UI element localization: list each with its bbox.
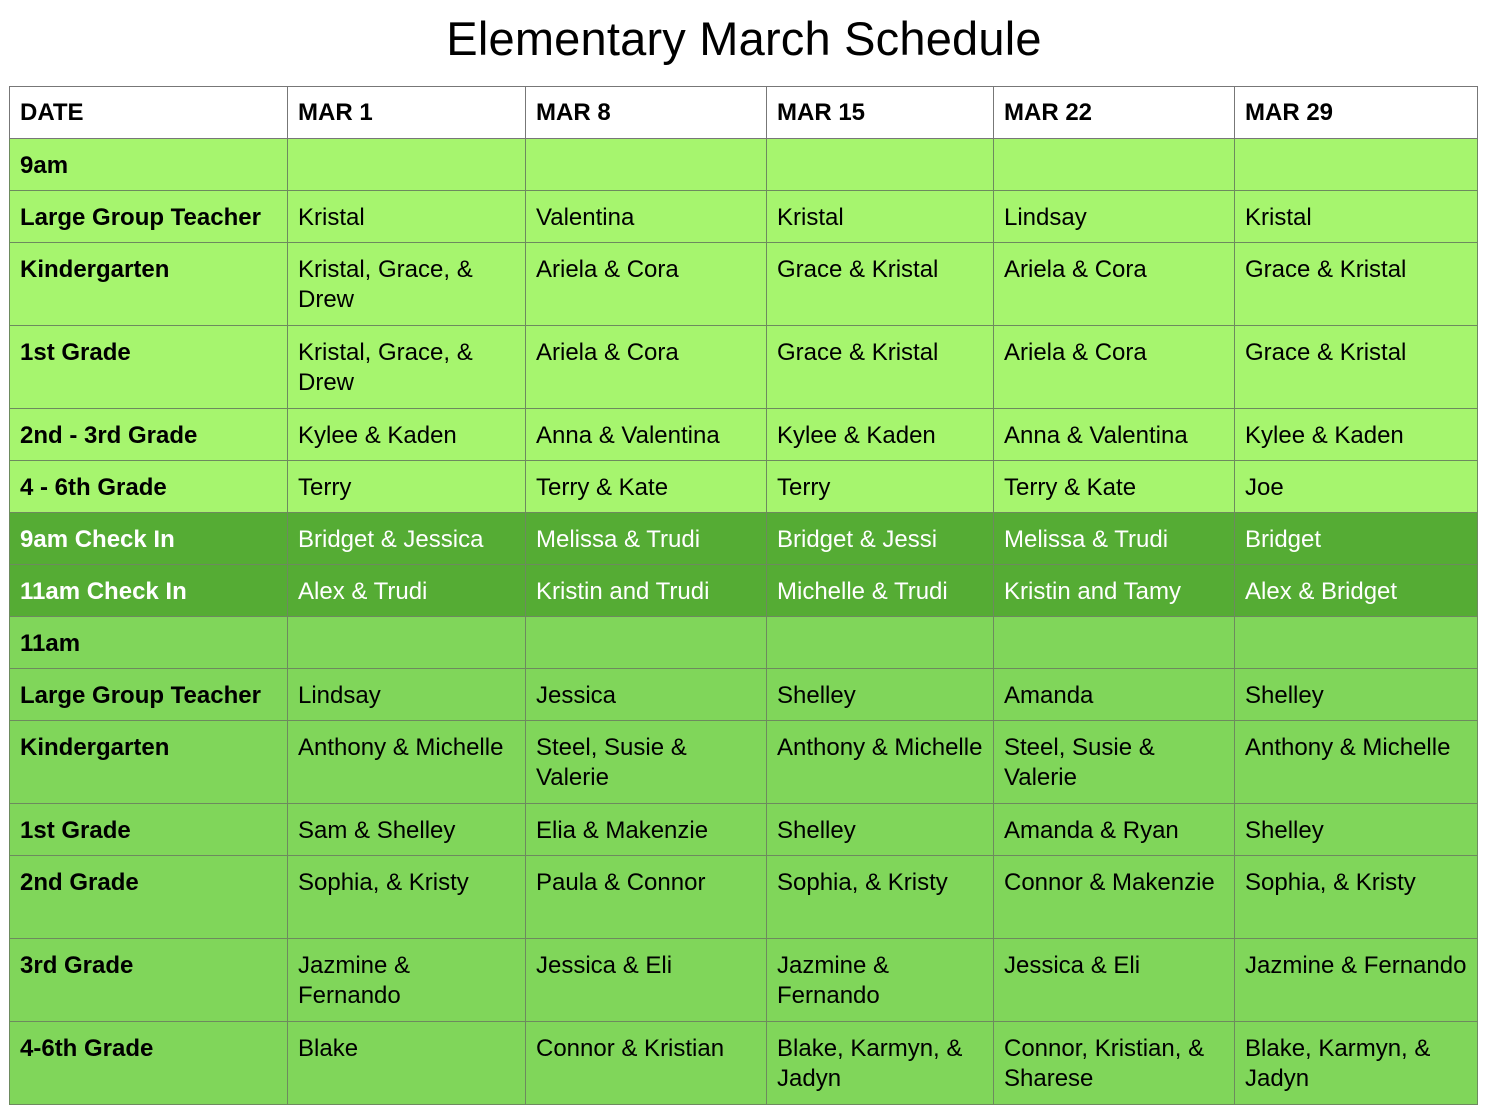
table-cell: Terry bbox=[767, 461, 994, 513]
table-cell: Michelle & Trudi bbox=[767, 565, 994, 617]
table-cell: Jessica & Eli bbox=[526, 939, 767, 1022]
table-row bbox=[10, 721, 1478, 804]
table-cell: Bridget & Jessica bbox=[288, 513, 526, 565]
table-cell: Alex & Bridget bbox=[1235, 565, 1478, 617]
table-cell: Grace & Kristal bbox=[1235, 326, 1478, 409]
column-header-date: DATE bbox=[10, 87, 288, 139]
schedule-table bbox=[9, 86, 1478, 1105]
table-cell: Kristal bbox=[767, 191, 994, 243]
row-label: Kindergarten bbox=[10, 721, 288, 804]
table-cell: Kristin and Tamy bbox=[994, 565, 1235, 617]
table-cell: Ariela & Cora bbox=[526, 326, 767, 409]
table-cell: Elia & Makenzie bbox=[526, 804, 767, 856]
table-cell: Grace & Kristal bbox=[1235, 243, 1478, 326]
table-cell: Connor & Makenzie bbox=[994, 856, 1235, 939]
table-cell: Connor & Kristian bbox=[526, 1022, 767, 1105]
table-cell: Shelley bbox=[1235, 804, 1478, 856]
table-row bbox=[10, 326, 1478, 409]
row-label: 9am Check In bbox=[10, 513, 288, 565]
table-cell: Blake, Karmyn, & Jadyn bbox=[1235, 1022, 1478, 1105]
table-cell: Grace & Kristal bbox=[767, 326, 994, 409]
table-cell: Anna & Valentina bbox=[526, 409, 767, 461]
row-label: Kindergarten bbox=[10, 243, 288, 326]
table-cell: Grace & Kristal bbox=[767, 243, 994, 326]
table-cell: Sophia, & Kristy bbox=[767, 856, 994, 939]
table-cell: Sophia, & Kristy bbox=[288, 856, 526, 939]
table-cell: Melissa & Trudi bbox=[994, 513, 1235, 565]
row-label: 4-6th Grade bbox=[10, 1022, 288, 1105]
table-cell bbox=[526, 617, 767, 669]
table-cell bbox=[994, 617, 1235, 669]
table-cell: Ariela & Cora bbox=[526, 243, 767, 326]
table-row bbox=[10, 617, 1478, 669]
table-cell: Bridget bbox=[1235, 513, 1478, 565]
table-cell: Ariela & Cora bbox=[994, 326, 1235, 409]
table-cell: Jessica & Eli bbox=[994, 939, 1235, 1022]
table-cell: Anthony & Michelle bbox=[288, 721, 526, 804]
table-cell: Kristal, Grace, & Drew bbox=[288, 243, 526, 326]
table-row bbox=[10, 191, 1478, 243]
table-cell: Kristal bbox=[1235, 191, 1478, 243]
table-cell: Steel, Susie & Valerie bbox=[994, 721, 1235, 804]
table-cell: Terry bbox=[288, 461, 526, 513]
table-cell: Kylee & Kaden bbox=[1235, 409, 1478, 461]
row-label: 1st Grade bbox=[10, 326, 288, 409]
table-cell: Jazmine & Fernando bbox=[767, 939, 994, 1022]
table-cell bbox=[767, 139, 994, 191]
row-label: Large Group Teacher bbox=[10, 191, 288, 243]
table-cell: Steel, Susie & Valerie bbox=[526, 721, 767, 804]
row-label: Large Group Teacher bbox=[10, 669, 288, 721]
table-cell: Terry & Kate bbox=[994, 461, 1235, 513]
table-row bbox=[10, 856, 1478, 939]
table-cell: Amanda bbox=[994, 669, 1235, 721]
table-cell bbox=[1235, 139, 1478, 191]
table-row bbox=[10, 139, 1478, 191]
table-cell: Anthony & Michelle bbox=[1235, 721, 1478, 804]
table-cell: Lindsay bbox=[994, 191, 1235, 243]
table-row bbox=[10, 1022, 1478, 1105]
table-cell: Kristal bbox=[288, 191, 526, 243]
row-label: 2nd - 3rd Grade bbox=[10, 409, 288, 461]
table-cell: Kristin and Trudi bbox=[526, 565, 767, 617]
table-cell: Joe bbox=[1235, 461, 1478, 513]
table-cell: Jessica bbox=[526, 669, 767, 721]
table-cell: Anna & Valentina bbox=[994, 409, 1235, 461]
row-label: 11am Check In bbox=[10, 565, 288, 617]
table-cell: Shelley bbox=[767, 804, 994, 856]
table-row bbox=[10, 669, 1478, 721]
table-cell: Sophia, & Kristy bbox=[1235, 856, 1478, 939]
table-cell: Terry & Kate bbox=[526, 461, 767, 513]
table-cell: Bridget & Jessi bbox=[767, 513, 994, 565]
table-cell bbox=[526, 139, 767, 191]
table-cell bbox=[288, 617, 526, 669]
table-cell: Anthony & Michelle bbox=[767, 721, 994, 804]
table-cell: Lindsay bbox=[288, 669, 526, 721]
table-cell: Blake, Karmyn, & Jadyn bbox=[767, 1022, 994, 1105]
row-label: 11am bbox=[10, 617, 288, 669]
table-row bbox=[10, 939, 1478, 1022]
table-cell: Melissa & Trudi bbox=[526, 513, 767, 565]
table-cell: Kristal, Grace, & Drew bbox=[288, 326, 526, 409]
column-header: MAR 22 bbox=[994, 87, 1235, 139]
table-cell: Valentina bbox=[526, 191, 767, 243]
row-label: 1st Grade bbox=[10, 804, 288, 856]
table-cell: Blake bbox=[288, 1022, 526, 1105]
table-cell: Jazmine & Fernando bbox=[288, 939, 526, 1022]
table-cell: Jazmine & Fernando bbox=[1235, 939, 1478, 1022]
row-label: 9am bbox=[10, 139, 288, 191]
table-row bbox=[10, 565, 1478, 617]
table-cell: Alex & Trudi bbox=[288, 565, 526, 617]
table-cell: Amanda & Ryan bbox=[994, 804, 1235, 856]
page-title: Elementary March Schedule bbox=[446, 12, 1042, 65]
table-cell: Kylee & Kaden bbox=[288, 409, 526, 461]
table-cell bbox=[288, 139, 526, 191]
table-row bbox=[10, 409, 1478, 461]
table-row bbox=[10, 513, 1478, 565]
table-row bbox=[10, 461, 1478, 513]
table-cell: Kylee & Kaden bbox=[767, 409, 994, 461]
column-header: MAR 1 bbox=[288, 87, 526, 139]
column-header: MAR 29 bbox=[1235, 87, 1478, 139]
row-label: 2nd Grade bbox=[10, 856, 288, 939]
table-cell: Ariela & Cora bbox=[994, 243, 1235, 326]
row-label: 4 - 6th Grade bbox=[10, 461, 288, 513]
table-cell bbox=[1235, 617, 1478, 669]
column-header: MAR 8 bbox=[526, 87, 767, 139]
table-row bbox=[10, 243, 1478, 326]
table-row bbox=[10, 804, 1478, 856]
table-cell: Shelley bbox=[767, 669, 994, 721]
header-row bbox=[10, 87, 1478, 139]
table-cell bbox=[994, 139, 1235, 191]
table-cell: Sam & Shelley bbox=[288, 804, 526, 856]
table-cell: Connor, Kristian, & Sharese bbox=[994, 1022, 1235, 1105]
table-cell: Paula & Connor bbox=[526, 856, 767, 939]
table-cell: Shelley bbox=[1235, 669, 1478, 721]
row-label: 3rd Grade bbox=[10, 939, 288, 1022]
column-header: MAR 15 bbox=[767, 87, 994, 139]
table-cell bbox=[767, 617, 994, 669]
